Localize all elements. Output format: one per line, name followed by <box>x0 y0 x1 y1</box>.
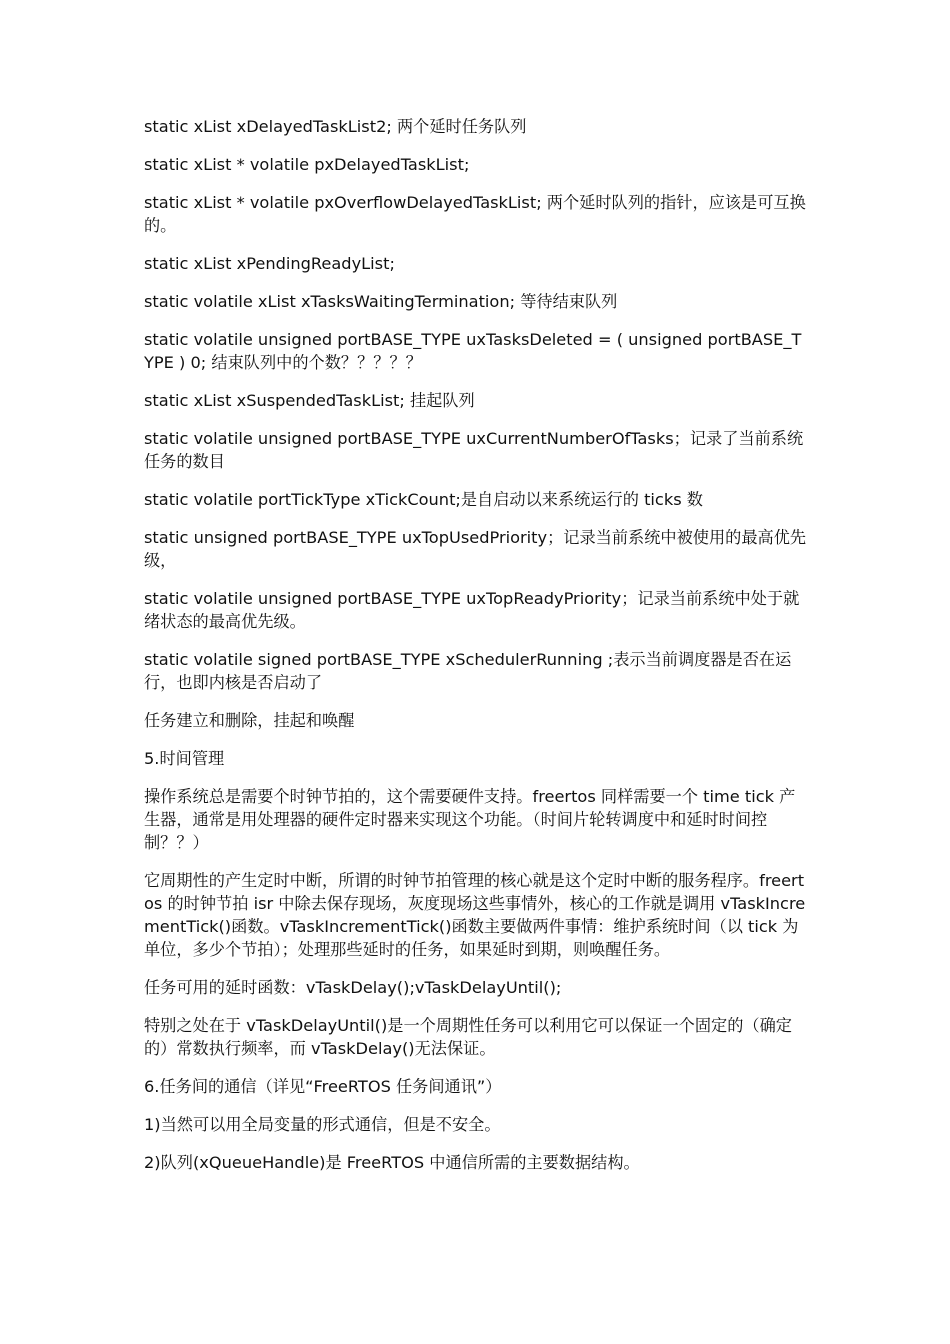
paragraph-tasks-waiting-termination: static volatile xList xTasksWaitingTermination; 等待结束队列 <box>144 292 618 311</box>
paragraph-global-variable-communication: 1)当然可以用全局变量的形式通信，但是不安全。 <box>144 1115 501 1134</box>
paragraph-tick-isr: 它周期性的产生定时中断，所谓的时钟节拍管理的核心就是这个定时中断的服务程序。freertos 的时钟节拍 isr 中除去保存现场，灰度现场这些事情外，核心的工作就是调用 vTaskIncrementTick()函数。vTaskIncrementTick()函数主要做两件事情：维护系统时间（以 tick 为单位，多少个节拍）；处理那些延时的任务，如果延时到期，则唤醒任务。 <box>144 871 806 959</box>
paragraph-tick-generator: 操作系统总是需要个时钟节拍的，这个需要硬件支持。freertos 同样需要一个 time tick 产生器，通常是用处理器的硬件定时器来实现这个功能。（时间片轮转调度中和延时时间控制？？） <box>144 787 796 852</box>
paragraph-current-number-of-tasks: static volatile unsigned portBASE_TYPE uxCurrentNumberOfTasks；记录了当前系统任务的数目 <box>144 429 804 471</box>
paragraph-scheduler-running: static volatile signed portBASE_TYPE xSchedulerRunning ;表示当前调度器是否在运行，也即内核是否启动了 <box>144 650 792 692</box>
paragraph-delay-functions: 任务可用的延时函数：vTaskDelay();vTaskDelayUntil(); <box>144 978 562 997</box>
section-heading-time-management: 5.时间管理 <box>144 749 225 768</box>
paragraph-top-ready-priority: static volatile unsigned portBASE_TYPE uxTopReadyPriority；记录当前系统中处于就绪状态的最高优先级。 <box>144 589 800 631</box>
paragraph-top-used-priority: static unsigned portBASE_TYPE uxTopUsedPriority；记录当前系统中被使用的最高优先级， <box>144 528 807 570</box>
paragraph-queue-handle: 2)队列(xQueueHandle)是 FreeRTOS 中通信所需的主要数据结构。 <box>144 1153 640 1172</box>
paragraph-pending-ready-list: static xList xPendingReadyList; <box>144 254 395 273</box>
document-body <box>144 115 809 1189</box>
paragraph-tasks-deleted: static volatile unsigned portBASE_TYPE uxTasksDeleted = ( unsigned portBASE_TYPE ) 0; 结束队列中的个数？？？？？ <box>144 330 802 372</box>
section-heading-task-communication: 6.任务间的通信（详见“FreeRTOS 任务间通讯”） <box>144 1077 502 1096</box>
paragraph-delay-until-note: 特别之处在于 vTaskDelayUntil()是一个周期性任务可以利用它可以保证一个固定的（确定的）常数执行频率，而 vTaskDelay()无法保证。 <box>144 1016 792 1058</box>
paragraph-delayed-task-list-pointer: static xList * volatile pxDelayedTaskList; <box>144 155 470 174</box>
paragraph-delayed-task-list-2: static xList xDelayedTaskList2; 两个延时任务队列 <box>144 117 527 136</box>
paragraph-overflow-delayed-task-list: static xList * volatile pxOverflowDelayedTaskList; 两个延时队列的指针，应该是可互换的。 <box>144 193 806 235</box>
paragraph-task-create-delete: 任务建立和删除，挂起和唤醒 <box>144 711 355 730</box>
paragraph-suspended-task-list: static xList xSuspendedTaskList; 挂起队列 <box>144 391 475 410</box>
paragraph-tick-count: static volatile portTickType xTickCount;是自启动以来系统运行的 ticks 数 <box>144 490 703 509</box>
